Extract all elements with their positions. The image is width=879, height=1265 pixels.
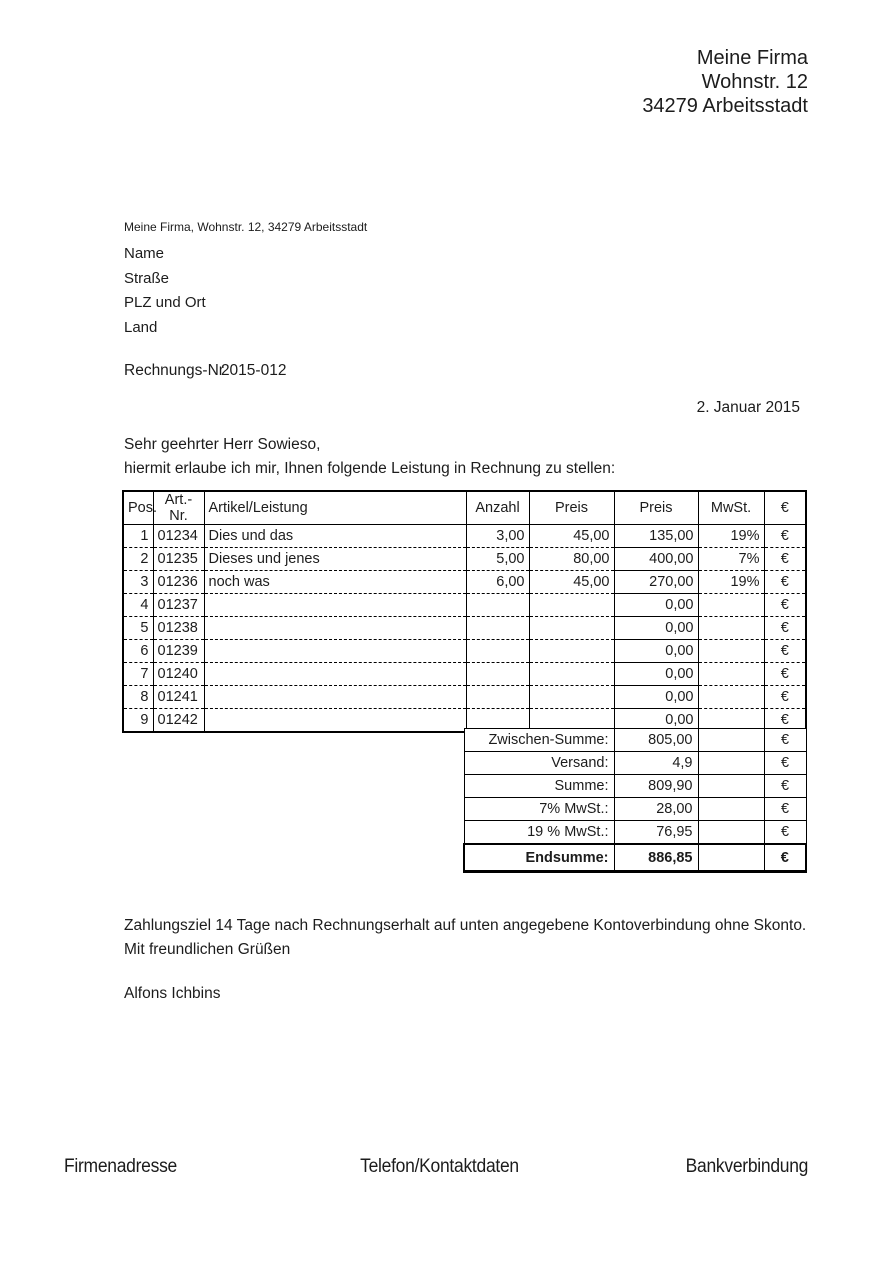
cell-artikel [204,709,466,733]
cell-art_nr: 01237 [153,594,204,617]
summary-spacer [698,821,764,845]
summary-row [464,729,806,752]
cell-art_nr: 01239 [153,640,204,663]
table-row [123,640,806,663]
table-row [123,617,806,640]
cell-artikel [204,617,466,640]
table-row [123,548,806,571]
cell-mwst: 19% [698,571,764,594]
cell-preis_gesamt: 0,00 [614,686,698,709]
summary-spacer [698,752,764,775]
intro-line: hiermit erlaube ich mir, Ihnen folgende Leistung in Rechnung zu stellen: [124,459,616,477]
cell-euro: € [764,571,806,594]
cell-art_nr: 01241 [153,686,204,709]
cell-pos: 5 [123,617,153,640]
cell-mwst [698,594,764,617]
table-row [123,571,806,594]
recipient-country: Land [124,318,158,336]
cell-pos: 9 [123,709,153,733]
summary-spacer [698,775,764,798]
summary-row [464,821,806,845]
cell-preis [529,663,614,686]
summary-row [464,798,806,821]
cell-anzahl [466,594,529,617]
items-header-row [123,491,806,525]
cell-pos: 4 [123,594,153,617]
cell-artikel [204,686,466,709]
letterhead-city: 34279 Arbeitsstadt [642,95,808,117]
sender-return-address: Meine Firma, Wohnstr. 12, 34279 Arbeitsstadt [124,220,368,234]
header-preis-gesamt: Preis [614,491,698,525]
cell-art_nr: 01236 [153,571,204,594]
summary-euro: € [764,844,806,872]
summary-value: 886,85 [614,844,698,872]
cell-pos: 7 [123,663,153,686]
recipient-block [124,242,206,340]
cell-pos: 6 [123,640,153,663]
header-art-nr: Art.-Nr. [153,491,204,525]
summary-spacer [698,798,764,821]
cell-anzahl [466,686,529,709]
cell-art_nr: 01234 [153,525,204,548]
header-anzahl: Anzahl [466,491,529,525]
cell-mwst: 7% [698,548,764,571]
cell-anzahl: 6,00 [466,571,529,594]
header-artikel: Artikel/Leistung [204,491,466,525]
summary-row [464,844,806,872]
cell-art_nr: 01235 [153,548,204,571]
signature-name: Alfons Ichbins [124,985,221,1002]
summary-euro: € [764,752,806,775]
cell-artikel: Dieses und jenes [204,548,466,571]
cell-euro: € [764,594,806,617]
summary-value: 805,00 [614,729,698,752]
cell-preis: 45,00 [529,571,614,594]
cell-anzahl [466,617,529,640]
summary-label: Endsumme: [464,844,614,872]
summary-label: 19 % MwSt.: [464,821,614,845]
table-row [123,525,806,548]
summary-euro: € [764,729,806,752]
items-table-wrap [122,490,807,733]
cell-preis [529,594,614,617]
header-euro: € [764,491,806,525]
summary-value: 809,90 [614,775,698,798]
letterhead-company: Meine Firma [696,47,808,69]
header-pos: Pos. [123,491,153,525]
table-row [123,686,806,709]
cell-mwst [698,617,764,640]
summary-wrap [463,728,807,873]
cell-artikel [204,663,466,686]
cell-preis_gesamt: 0,00 [614,709,698,733]
summary-tbody [464,729,806,872]
cell-artikel [204,640,466,663]
footer-company-address-label: Firmenadresse [64,1156,177,1177]
regards-line: Mit freundlichen Grüßen [124,941,291,958]
cell-preis: 80,00 [529,548,614,571]
cell-pos: 3 [123,571,153,594]
cell-preis [529,686,614,709]
cell-mwst [698,663,764,686]
cell-preis: 45,00 [529,525,614,548]
summary-spacer [698,729,764,752]
footer-bank-label: Bankverbindung [685,1156,808,1177]
summary-label: 7% MwSt.: [464,798,614,821]
cell-preis_gesamt: 135,00 [614,525,698,548]
summary-euro: € [764,821,806,845]
items-table [122,490,807,733]
greeting-block [124,433,615,480]
header-preis: Preis [529,491,614,525]
summary-label: Versand: [464,752,614,775]
cell-pos: 1 [123,525,153,548]
cell-euro: € [764,548,806,571]
cell-anzahl [466,663,529,686]
footer-contact-label: Telefon/Kontaktdaten [360,1156,519,1177]
table-row [123,663,806,686]
cell-art_nr: 01242 [153,709,204,733]
cell-euro: € [764,525,806,548]
summary-row [464,752,806,775]
invoice-number-line [124,362,286,380]
cell-preis_gesamt: 400,00 [614,548,698,571]
cell-euro: € [764,663,806,686]
cell-anzahl: 5,00 [466,548,529,571]
summary-spacer [698,844,764,872]
cell-mwst [698,640,764,663]
summary-value: 76,95 [614,821,698,845]
cell-artikel: noch was [204,571,466,594]
cell-art_nr: 01238 [153,617,204,640]
header-mwst: MwSt. [698,491,764,525]
summary-label: Zwischen-Summe: [464,729,614,752]
summary-table [463,728,807,873]
cell-euro: € [764,640,806,663]
cell-anzahl [466,640,529,663]
cell-artikel: Dies und das [204,525,466,548]
summary-euro: € [764,798,806,821]
cell-anzahl: 3,00 [466,525,529,548]
recipient-name: Name [124,245,165,262]
summary-value: 4,9 [614,752,698,775]
recipient-street: Straße [124,269,170,287]
items-tbody [123,525,806,733]
cell-preis_gesamt: 270,00 [614,571,698,594]
cell-preis [529,640,614,663]
cell-pos: 8 [123,686,153,709]
cell-preis_gesamt: 0,00 [614,617,698,640]
summary-label: Summe: [464,775,614,798]
table-row [123,594,806,617]
letterhead-street: Wohnstr. 12 [701,71,808,93]
cell-art_nr: 01240 [153,663,204,686]
cell-pos: 2 [123,548,153,571]
salutation: Sehr geehrter Herr Sowieso, [124,436,321,453]
invoice-date: 2. Januar 2015 [696,399,800,416]
recipient-city: PLZ und Ort [124,294,206,311]
cell-preis [529,617,614,640]
cell-euro: € [764,686,806,709]
cell-preis_gesamt: 0,00 [614,640,698,663]
cell-euro: € [764,709,806,733]
invoice-number-value: 2015-012 [220,362,287,379]
cell-preis_gesamt: 0,00 [614,663,698,686]
summary-row [464,775,806,798]
cell-artikel [204,594,466,617]
cell-mwst: 19% [698,525,764,548]
summary-euro: € [764,775,806,798]
cell-euro: € [764,617,806,640]
payment-terms: Zahlungsziel 14 Tage nach Rechnungserhalt auf unten angegebene Kontoverbindung ohne Skonto. [124,917,807,934]
closing-block [124,914,806,962]
cell-mwst [698,686,764,709]
summary-value: 28,00 [614,798,698,821]
invoice-number-label: Rechnungs-Nr [124,362,224,379]
cell-preis_gesamt: 0,00 [614,594,698,617]
letterhead [642,46,808,118]
